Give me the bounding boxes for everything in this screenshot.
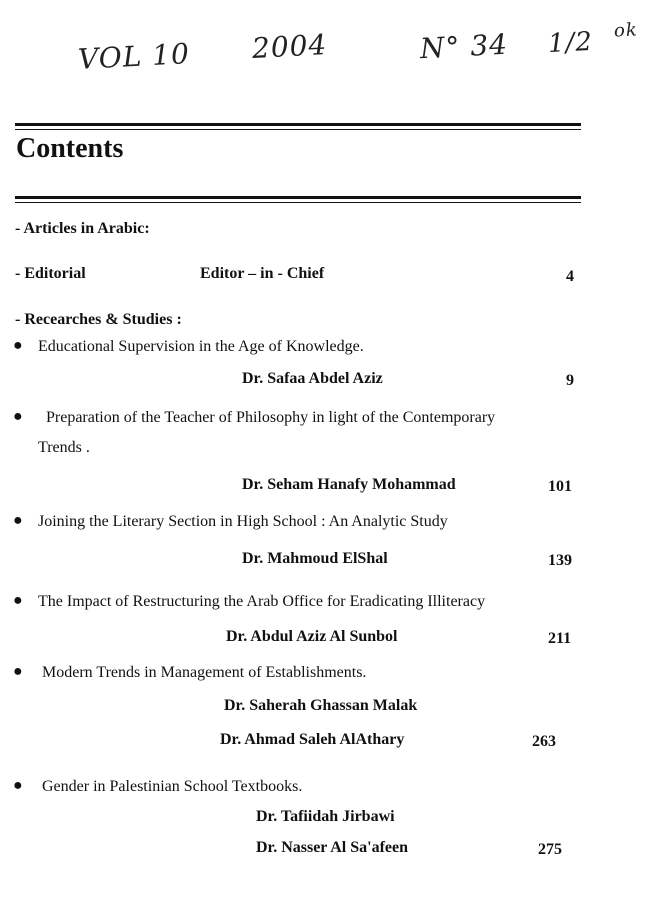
handwritten-year: 2004 (251, 28, 329, 65)
entry-title-continued: Trends . (38, 439, 90, 456)
handwritten-ok: ok (613, 19, 639, 42)
entry-page: 139 (548, 552, 572, 569)
bullet-icon: ● (13, 408, 23, 425)
entry-author: Dr. Mahmoud ElShal (242, 550, 388, 567)
entry-author: Dr. Abdul Aziz Al Sunbol (226, 628, 398, 645)
bullet-icon: ● (13, 337, 23, 354)
top-rule-thin (15, 129, 581, 130)
bullet-icon: ● (13, 512, 23, 529)
entry-title: Joining the Literary Section in High School : An Analytic Study (38, 513, 448, 530)
entry-title: The Impact of Restructuring the Arab Office for Eradicating Illiteracy (38, 593, 486, 610)
entry-page: 263 (532, 733, 556, 750)
page-title: Contents (16, 133, 124, 164)
entry-author: Dr. Ahmad Saleh AlAthary (220, 731, 405, 748)
entry-page: 211 (548, 630, 572, 647)
bullet-icon: ● (13, 663, 23, 680)
entry-page: 101 (548, 478, 572, 495)
entry-author: Dr. Nasser Al Sa'afeen (256, 839, 408, 856)
entry-title: Educational Supervision in the Age of Knowledge. (38, 338, 364, 355)
bullet-icon: ● (13, 592, 23, 609)
top-rule (15, 123, 581, 126)
editorial-label: - Editorial (15, 265, 86, 282)
editorial-page: 4 (566, 268, 574, 285)
articles-arabic-label: - Articles in Arabic: (15, 220, 150, 237)
handwritten-number: N° 34 (419, 27, 509, 66)
entry-title: Modern Trends in Management of Establishments. (42, 664, 367, 681)
entry-page: 9 (566, 372, 574, 389)
handwritten-part: 1/2 (547, 26, 594, 60)
researches-label: - Recearches & Studies : (15, 311, 182, 328)
bullet-icon: ● (13, 777, 23, 794)
editorial-author: Editor – in - Chief (200, 265, 325, 282)
handwritten-volume: VOL 10 (77, 37, 191, 76)
mid-rule-thin (15, 202, 581, 203)
entry-page: 275 (538, 841, 562, 858)
entry-title: Preparation of the Teacher of Philosophy in light of the Contemporary (46, 409, 496, 426)
entry-author: Dr. Seham Hanafy Mohammad (242, 476, 456, 493)
mid-rule (15, 196, 581, 199)
entry-title: Gender in Palestinian School Textbooks. (42, 778, 303, 795)
entry-author: Dr. Safaa Abdel Aziz (242, 370, 383, 387)
entry-author: Dr. Saherah Ghassan Malak (224, 697, 418, 714)
entry-author: Dr. Tafiidah Jirbawi (256, 808, 395, 825)
